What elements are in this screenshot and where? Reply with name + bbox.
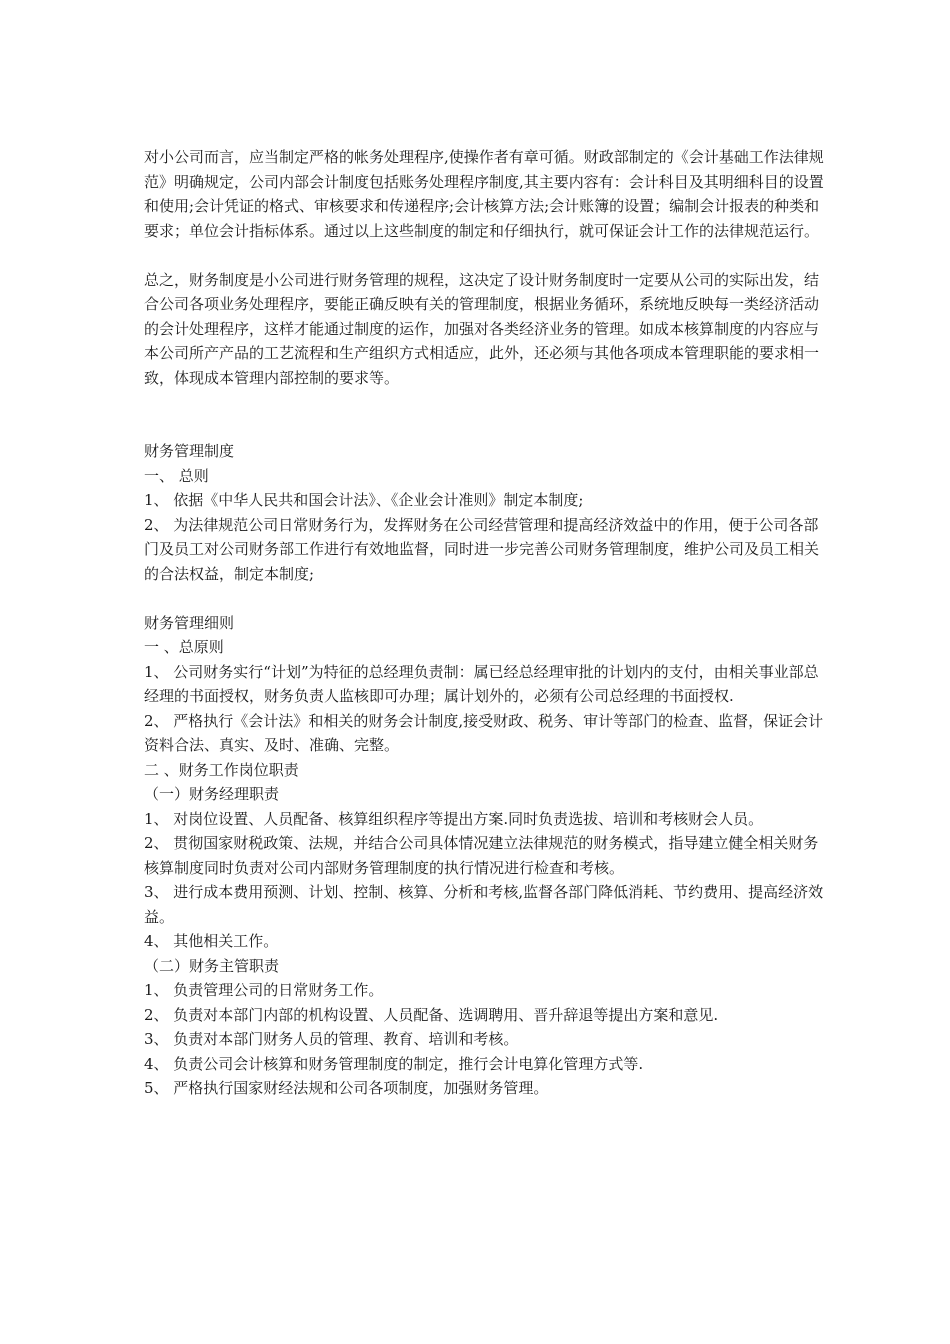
- list-item: 2、 负责对本部门内部的机构设置、人员配备、选调聘用、晋升辞退等提出方案和意见.: [144, 1005, 719, 1024]
- document-page: [144, 145, 824, 1101]
- section-heading: 二 、财务工作岗位职责: [144, 760, 299, 779]
- list-item: 2、 严格执行《会计法》和相关的财务会计制度,接受财政、税务、审计等部门的检查、监督，保证会计资料合法、真实、及时、准确、完整。: [144, 711, 824, 754]
- subsection-heading: （二）财务主管职责: [144, 956, 280, 975]
- section-heading: 一 、总原则: [144, 638, 224, 656]
- list-item: 2、 为法律规范公司日常财务行为，发挥财务在公司经营管理和提高经济效益中的作用，便于公司各部门及员工对公司财务部工作进行有效地监督，同时进一步完善公司财务管理制度，维护公司及员工相关的合法权益，制定本制度;: [144, 515, 820, 583]
- list-item: 5、 严格执行国家财经法规和公司各项制度，加强财务管理。: [144, 1079, 549, 1097]
- intro-paragraph-2: 总之，财务制度是小公司进行财务管理的规程，这决定了设计财务制度时一定要从公司的实际出发，结合公司各项业务处理程序，要能正确反映有关的管理制度，根据业务循环，系统地反映每一类经济活动的会计处理程序，这样才能通过制度的运作，加强对各类经济业务的管理。如成本核算制度的内容应与本公司所产产品的工艺流程和生产组织方式相适应，此外，还必须与其他各项成本管理职能的要求相一致，体现成本管理内部控制的要求等。: [144, 270, 820, 387]
- list-item: 1、 依据《中华人民共和国会计法》、《企业会计准则》制定本制度;: [144, 491, 584, 509]
- list-item: 4、 负责公司会计核算和财务管理制度的制定，推行会计电算化管理方式等.: [144, 1054, 644, 1073]
- list-item: 1、 公司财务实行“计划”为特征的总经理负责制：属已经总经理审批的计划内的支付，由相关事业部总经理的书面授权，财务负责人监核即可办理；属计划外的，必须有公司总经理的书面授权.: [144, 662, 819, 705]
- list-item: 3、 进行成本费用预测、计划、控制、核算、分析和考核,监督各部门降低消耗、节约费用、提高经济效益。: [144, 883, 824, 926]
- list-item: 1、 对岗位设置、人员配备、核算组织程序等提出方案.同时负责选拔、培训和考核财会人员。: [144, 809, 764, 828]
- list-item: 1、 负责管理公司的日常财务工作。: [144, 981, 384, 999]
- intro-paragraph-1: 对小公司而言，应当制定严格的帐务处理程序,使操作者有章可循。财政部制定的《会计基础工作法律规范》明确规定，公司内部会计制度包括账务处理程序制度,其主要内容有：会计科目及其明细科目的设置和使用;会计凭证的格式、审核要求和传递程序;会计核算方法;会计账簿的设置；编制会计报表的种类和要求；单位会计指标体系。通过以上这些制度的制定和仔细执行，就可保证会计工作的法律规范运行。: [144, 148, 824, 240]
- section-title: 财务管理细则: [144, 613, 235, 632]
- list-item: 3、 负责对本部门财务人员的管理、教育、培训和考核。: [144, 1030, 519, 1048]
- list-item: 4、 其他相关工作。: [144, 932, 279, 950]
- subsection-heading: （一）财务经理职责: [144, 785, 280, 803]
- section-title: 财务管理制度: [144, 442, 235, 460]
- section-heading: 一、 总则: [144, 466, 209, 485]
- list-item: 2、 贯彻国家财税政策、法规，并结合公司具体情况建立法律规范的财务模式，指导建立健全相关财务核算制度同时负责对公司内部财务管理制度的执行情况进行检查和考核。: [144, 834, 819, 877]
